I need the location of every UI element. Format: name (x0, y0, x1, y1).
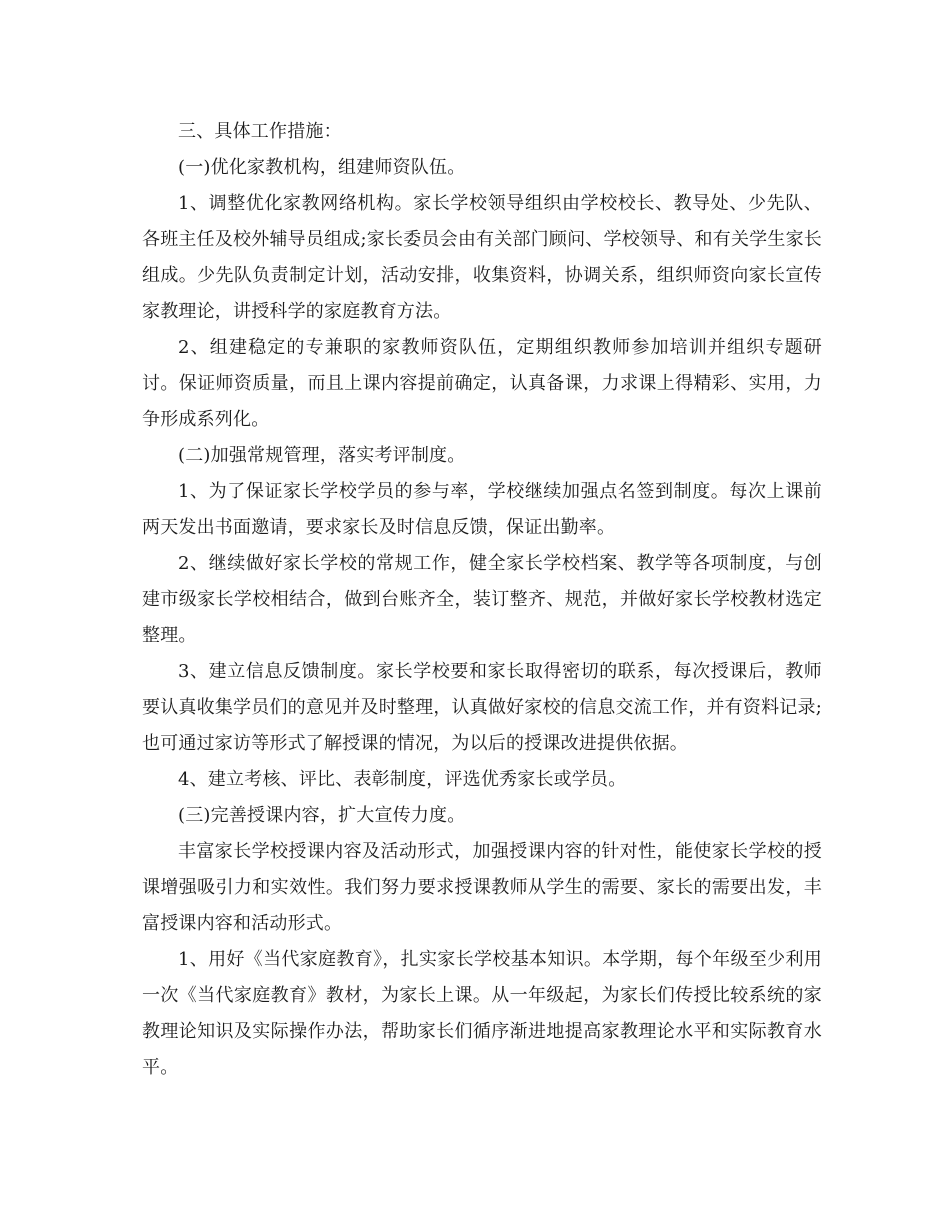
paragraph-2-3: 3、建立信息反馈制度。家长学校要和家长取得密切的联系，每次授课后，教师要认真收集学员们的意见并及时整理，认真做好家校的信息交流工作，并有资料记录;也可通过家访等形式了解授课的情况，为以后的授课改进提供依据。 (142, 661, 822, 754)
paragraph-3-intro: 丰富家长学校授课内容及活动形式，加强授课内容的针对性，能使家长学校的授课增强吸引力和实效性。我们努力要求授课教师从学生的需要、家长的需要出发，丰富授课内容和活动形式。 (142, 841, 822, 934)
paragraph-2-2: 2、继续做好家长学校的常规工作，健全家长学校档案、教学等各项制度，与创建市级家长学校相结合，做到台账齐全，装订整齐、规范，并做好家长学校教材选定整理。 (142, 553, 822, 646)
subsection-heading-3: (三)完善授课内容，扩大宣传力度。 (178, 805, 466, 826)
subsection-heading-2: (二)加强常规管理，落实考评制度。 (178, 445, 466, 466)
paragraph-1-2: 2、组建稳定的专兼职的家教师资队伍，定期组织教师参加培训并组织专题研讨。保证师资质量，而且上课内容提前确定，认真备课，力求课上得精彩、实用，力争形成系列化。 (142, 337, 822, 430)
section-heading-measures: 三、具体工作措施： (178, 121, 342, 142)
paragraph-2-1: 1、为了保证家长学校学员的参与率，学校继续加强点名签到制度。每次上课前两天发出书面邀请，要求家长及时信息反馈，保证出勤率。 (142, 481, 822, 538)
paragraph-2-4: 4、建立考核、评比、表彰制度，评选优秀家长或学员。 (178, 769, 627, 790)
paragraph-3-1: 1、用好《当代家庭教育》，扎实家长学校基本知识。本学期，每个年级至少利用一次《当代家庭教育》教材，为家长上课。从一年级起，为家长们传授比较系统的家教理论知识及实际操作办法，帮助家长们循序渐进地提高家教理论水平和实际教育水平。 (142, 949, 822, 1078)
paragraph-1-1: 1、调整优化家教网络机构。家长学校领导组织由学校校长、教导处、少先队、各班主任及校外辅导员组成;家长委员会由有关部门顾问、学校领导、和有关学生家长组成。少先队负责制定计划，活动安排，收集资料，协调关系，组织师资向家长宣传家教理论，讲授科学的家庭教育方法。 (142, 193, 822, 322)
subsection-heading-1: (一)优化家教机构，组建师资队伍。 (178, 157, 466, 178)
document-body (142, 114, 822, 1086)
